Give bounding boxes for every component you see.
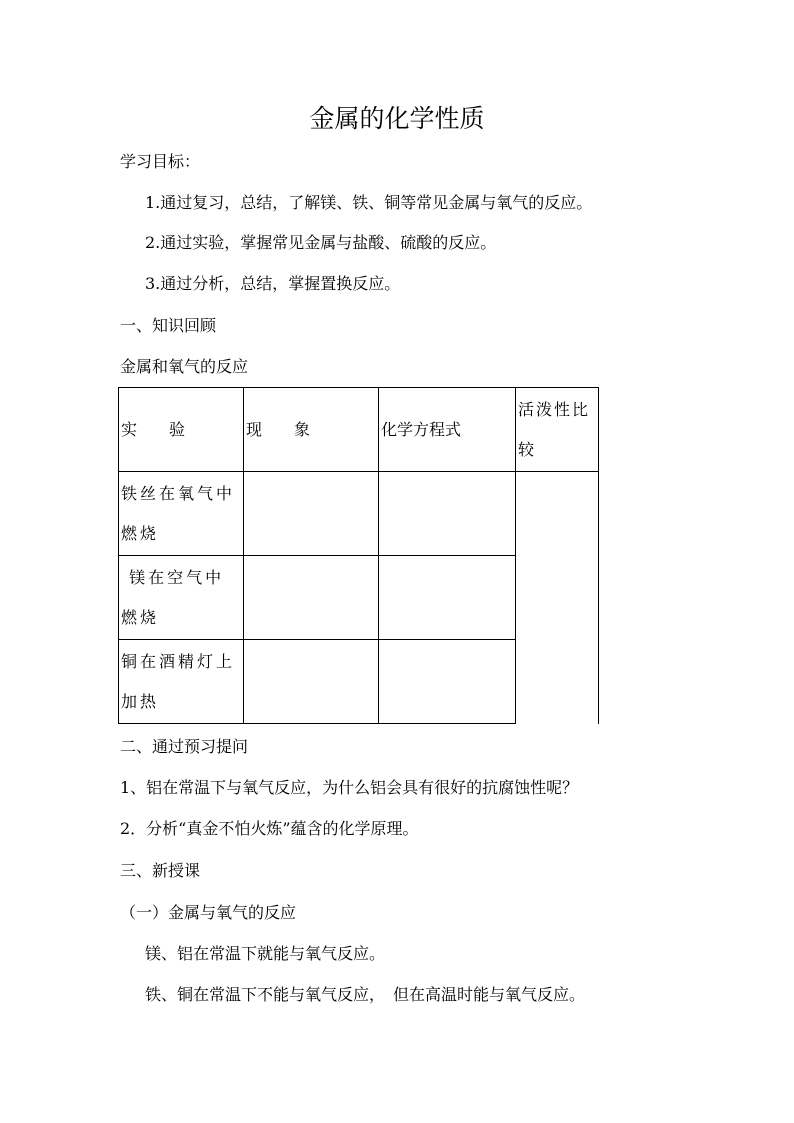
row-1-experiment xyxy=(119,472,244,556)
section-3-line-1: 镁、铝在常温下就能与氧气反应。 xyxy=(145,944,386,963)
row-2-equation xyxy=(379,556,516,640)
header-equation: 化学方程式 xyxy=(379,388,516,472)
row-3-equation xyxy=(379,640,516,724)
row-1-equation xyxy=(379,472,516,556)
objective-item-2: 2.通过实验，掌握常见金属与盐酸、硫酸的反应。 xyxy=(145,233,497,252)
section-3-heading: 三、新授课 xyxy=(120,861,201,880)
table-row xyxy=(119,472,599,556)
table-header-row xyxy=(119,388,599,472)
reaction-table xyxy=(118,387,599,724)
header-activity-comparison xyxy=(516,388,599,472)
row-1-experiment-text: 铁丝在氧气中燃烧 xyxy=(121,483,236,543)
page-title: 金属的化学性质 xyxy=(309,104,485,133)
row-3-experiment xyxy=(119,640,244,724)
section-1-heading: 一、知识回顾 xyxy=(120,316,217,335)
row-3-experiment-text: 铜在酒精灯上加热 xyxy=(121,651,236,711)
header-phenomenon: 现 象 xyxy=(244,388,379,472)
header-experiment: 实 验 xyxy=(119,388,244,472)
row-2-phenomenon xyxy=(244,556,379,640)
question-1: 1、铝在常温下与氧气反应，为什么铝会具有很好的抗腐蚀性呢？ xyxy=(120,778,579,797)
header-activity-text: 活泼性比较 xyxy=(518,400,591,459)
row-2-experiment-text: 镁在空气中燃烧 xyxy=(121,567,225,627)
objective-item-1: 1.通过复习，总结，了解镁、铁、铜等常见金属与氧气的反应。 xyxy=(145,193,593,212)
section-3-line-2: 铁、铜在常温下不能与氧气反应， 但在高温时能与氧气反应。 xyxy=(145,985,586,1004)
row-2-experiment xyxy=(119,556,244,640)
objectives-heading: 学习目标： xyxy=(120,152,201,171)
objective-item-3: 3.通过分析，总结，掌握置换反应。 xyxy=(145,274,401,293)
section-3-subheading: （一）金属与氧气的反应 xyxy=(120,903,297,922)
question-2: 2．分析“真金不怕火炼”蕴含的化学原理。 xyxy=(120,819,419,838)
row-1-phenomenon xyxy=(244,472,379,556)
activity-comparison-cell xyxy=(516,472,599,724)
section-2-heading: 二、通过预习提问 xyxy=(120,737,249,756)
section-1-subheading: 金属和氧气的反应 xyxy=(120,357,249,376)
row-3-phenomenon xyxy=(244,640,379,724)
